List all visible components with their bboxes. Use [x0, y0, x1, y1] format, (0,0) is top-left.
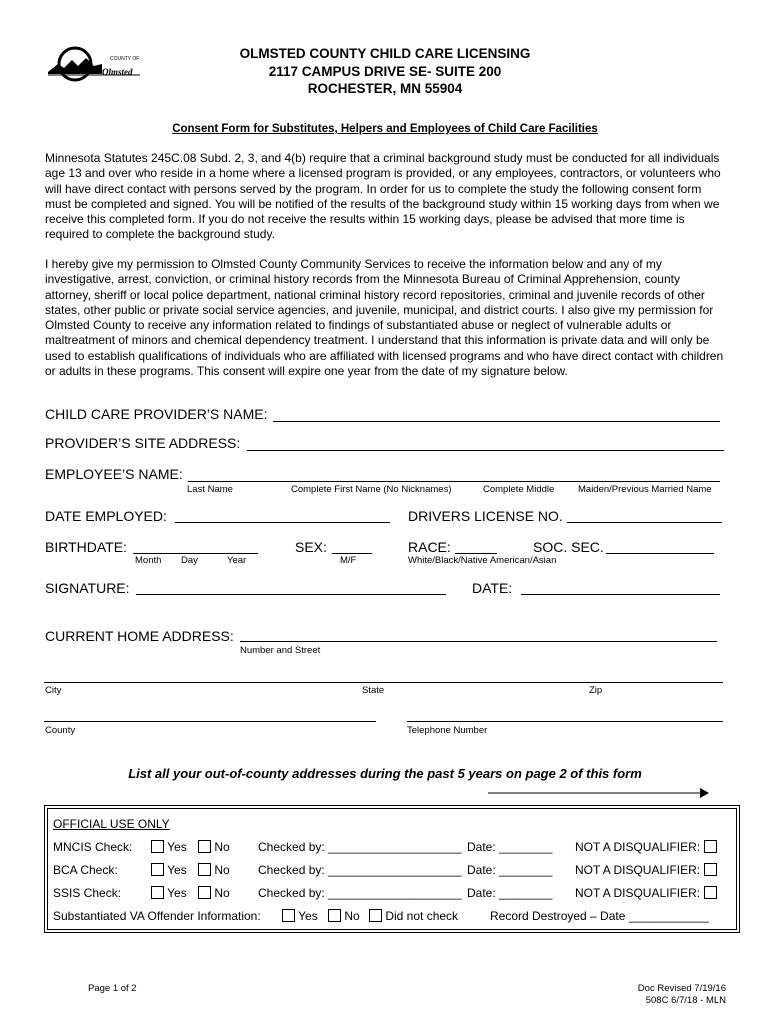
ssis-not-disqualifier[interactable]	[575, 886, 717, 900]
not-disqualifier-label: NOT A DISQUALIFIER:	[575, 886, 701, 900]
signature-label: SIGNATURE:	[45, 580, 130, 596]
doc-code: 508C 6/7/18 - MLN	[645, 995, 726, 1006]
date-field[interactable]	[521, 594, 720, 595]
doc-revised: Doc Revised 7/19/16	[637, 983, 726, 994]
va-did-not-check[interactable]	[369, 909, 458, 923]
checkbox-icon[interactable]	[198, 863, 211, 876]
form-title: Consent Form for Substitutes, Helpers and Employees of Child Care Facilities	[172, 123, 598, 135]
state-caption: State	[362, 685, 385, 696]
checkbox-icon[interactable]	[198, 886, 211, 899]
soc-sec-field[interactable]	[606, 553, 714, 554]
no-label: No	[214, 840, 230, 854]
employee-name-label: EMPLOYEE’S NAME:	[45, 466, 183, 482]
day-caption: Day	[181, 555, 198, 566]
month-caption: Month	[135, 555, 162, 566]
bca-checked-by[interactable]: Checked by: ____________________	[258, 863, 462, 877]
bca-check-label: BCA Check:	[53, 863, 118, 877]
va-offender-label: Substantiated VA Offender Information:	[53, 909, 261, 923]
permission-paragraph: I hereby give my permission to Olmsted County Community Services to receive the information below and any of my investigative, arrest, conviction, or criminal history records from the Minnesota Bureau of Criminal Apprehension, county attorney, sheriff or local police department, national criminal history record repositories, criminal and juvenile records of other states, other public or private social service agencies, and juvenile, municipal, and district courts. I also give my permission for Olmsted County to receive any information related to findings of substantiated abuse or neglect of vulnerable adults or maltreatment of minors and chemical dependency treatment. I understand that this information is private data and will only be used to establish qualifications of individuals who are affiliated with licensed programs and who have direct contact with children or adults in these programs. This consent will expire one year from the date of my signature below.	[45, 257, 724, 379]
ssis-date[interactable]: Date: ________	[467, 886, 553, 900]
official-use-heading: OFFICIAL USE ONLY	[53, 817, 170, 831]
yes-label: Yes	[298, 909, 318, 923]
not-disqualifier-label: NOT A DISQUALIFIER:	[575, 863, 701, 877]
sex-field[interactable]	[332, 553, 372, 554]
ssis-checked-by[interactable]: Checked by: ____________________	[258, 886, 462, 900]
no-label: No	[344, 909, 360, 923]
sex-caption: M/F	[340, 555, 357, 566]
street-field[interactable]	[240, 641, 717, 642]
mncis-yes[interactable]	[151, 840, 187, 854]
bca-date[interactable]: Date: ________	[467, 863, 553, 877]
drivers-license-label: DRIVERS LICENSE NO.	[408, 508, 563, 524]
mncis-date[interactable]: Date: ________	[467, 840, 553, 854]
provider-name-field[interactable]	[273, 421, 720, 422]
checkbox-icon[interactable]	[151, 863, 164, 876]
last-name-caption: Last Name	[187, 484, 233, 495]
telephone-caption: Telephone Number	[407, 725, 488, 736]
ssis-no[interactable]	[198, 886, 230, 900]
yes-label: Yes	[167, 840, 187, 854]
middle-name-caption: Complete Middle	[483, 484, 555, 495]
race-field[interactable]	[455, 553, 497, 554]
checkbox-icon[interactable]	[198, 840, 211, 853]
logo-county-of: COUNTY OF	[110, 56, 140, 62]
arrow-right-icon	[488, 787, 710, 799]
va-no[interactable]	[328, 909, 360, 923]
bca-not-disqualifier[interactable]	[575, 863, 717, 877]
va-yes[interactable]	[282, 909, 318, 923]
home-address-label: CURRENT HOME ADDRESS:	[45, 628, 234, 644]
city-caption: City	[45, 685, 62, 696]
header-line-3: ROCHESTER, MN 55904	[307, 81, 463, 96]
provider-name-label: CHILD CARE PROVIDER’S NAME:	[45, 406, 268, 422]
ssis-yes[interactable]	[151, 886, 187, 900]
yes-label: Yes	[167, 886, 187, 900]
mncis-not-disqualifier[interactable]	[575, 840, 717, 854]
checkbox-icon[interactable]	[369, 909, 382, 922]
signature-field[interactable]	[136, 594, 446, 595]
site-address-field[interactable]	[247, 450, 724, 451]
race-label: RACE:	[408, 539, 451, 555]
year-caption: Year	[227, 555, 247, 566]
city-state-zip-field[interactable]	[44, 682, 723, 683]
zip-caption: Zip	[589, 685, 603, 696]
no-label: No	[214, 886, 230, 900]
drivers-license-field[interactable]	[567, 522, 722, 523]
header-line-2: 2117 CAMPUS DRIVE SE- SUITE 200	[268, 64, 502, 79]
county-caption: County	[45, 725, 76, 736]
birthdate-label: BIRTHDATE:	[45, 539, 127, 555]
maiden-name-caption: Maiden/Previous Married Name	[578, 484, 712, 495]
checkbox-icon[interactable]	[704, 840, 717, 853]
checkbox-icon[interactable]	[282, 909, 295, 922]
ssis-check-label: SSIS Check:	[53, 886, 122, 900]
out-of-county-callout: List all your out-of-county addresses during the past 5 years on page 2 of this form	[128, 766, 642, 781]
logo-name: Olmsted	[102, 67, 133, 77]
record-destroyed-date[interactable]: Record Destroyed – Date ____________	[490, 909, 709, 923]
did-not-check-label: Did not check	[385, 909, 459, 923]
mncis-check-label: MNCIS Check:	[53, 840, 133, 854]
soc-sec-label: SOC. SEC.	[533, 539, 604, 555]
race-caption: White/Black/Native American/Asian	[408, 555, 557, 566]
checkbox-icon[interactable]	[151, 840, 164, 853]
employee-name-field[interactable]	[188, 481, 720, 482]
date-employed-label: DATE EMPLOYED:	[45, 508, 167, 524]
no-label: No	[214, 863, 230, 877]
checkbox-icon[interactable]	[704, 886, 717, 899]
birthdate-field[interactable]	[133, 553, 258, 554]
mncis-no[interactable]	[198, 840, 230, 854]
page-number: Page 1 of 2	[88, 983, 137, 994]
statute-paragraph: Minnesota Statutes 245C.08 Subd. 2, 3, and 4(b) require that a criminal background study must be conducted for all individuals age 13 and over who reside in a home where a licensed program is provided, or any employees, contractors, or volunteers who will have direct contact with persons served by the program. In order for us to complete the study the following consent form must be completed and signed. You will be notified of the results of the background study within 15 working days from when we receive this completed form. If you do not receive the results within 15 working days, please be advised that more time is required to complete the background study.	[45, 151, 721, 242]
telephone-field[interactable]	[407, 721, 723, 722]
date-label: DATE:	[472, 580, 513, 596]
date-employed-field[interactable]	[175, 522, 390, 523]
bca-no[interactable]	[198, 863, 230, 877]
sex-label: SEX:	[295, 539, 327, 555]
site-address-label: PROVIDER’S SITE ADDRESS:	[45, 435, 241, 451]
first-name-caption: Complete First Name (No Nicknames)	[291, 484, 452, 495]
header-line-1: OLMSTED COUNTY CHILD CARE LICENSING	[239, 46, 531, 61]
checkbox-icon[interactable]	[328, 909, 341, 922]
county-field[interactable]	[44, 721, 376, 722]
mncis-checked-by[interactable]: Checked by: ____________________	[258, 840, 462, 854]
bca-yes[interactable]	[151, 863, 187, 877]
not-disqualifier-label: NOT A DISQUALIFIER:	[575, 840, 701, 854]
yes-label: Yes	[167, 863, 187, 877]
street-caption: Number and Street	[240, 645, 321, 656]
checkbox-icon[interactable]	[704, 863, 717, 876]
checkbox-icon[interactable]	[151, 886, 164, 899]
